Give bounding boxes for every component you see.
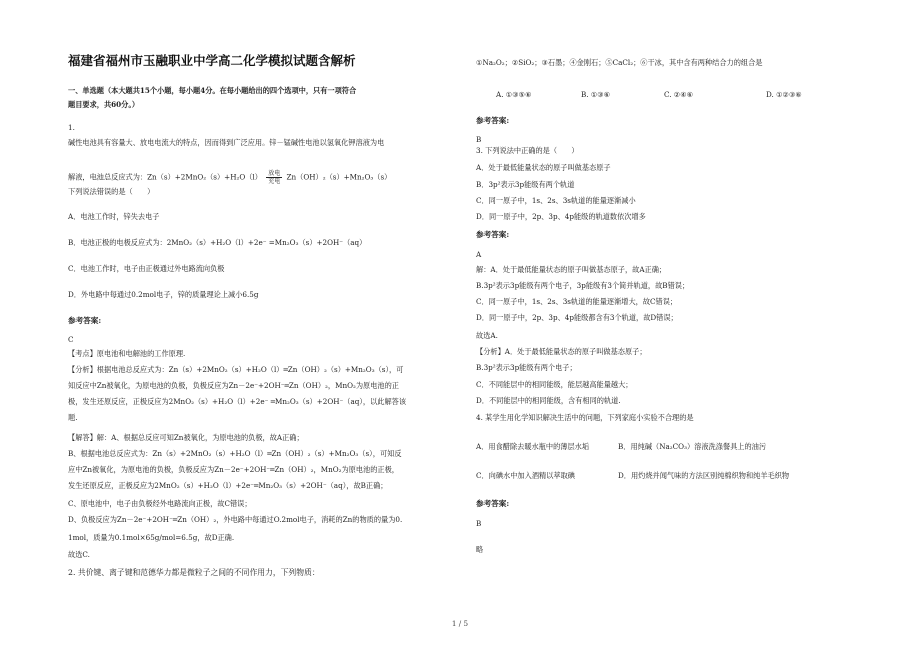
q2-option-d: D. ①②③⑥ bbox=[766, 90, 802, 99]
q3-option-b: B．3p²表示3p能级有两个轨道 bbox=[476, 180, 575, 189]
q1-analysis-line: 应中Zn被氧化，为原电池的负极，负极反应为Zn－2e⁻+2OH⁻═Zn（OH）₂，MnO₂为原电池的正极， bbox=[68, 465, 399, 474]
q1-stem-line2 bbox=[68, 170, 391, 185]
q3-option-c: C．同一原子中，1s、2s、3s轨道的能量逐渐减小 bbox=[476, 196, 636, 205]
q2-option-b: B. ①③⑥ bbox=[581, 90, 611, 99]
q1-answer-label: 参考答案: bbox=[68, 316, 102, 325]
q4-answer: B bbox=[476, 519, 482, 528]
q2-substances: ①Na₂O₂；②SiO₂；③石墨；④金刚石；⑤CaCl₂；⑥干冰，其中含有两种结合力的组合是 bbox=[476, 58, 763, 67]
q2-answer-label: 参考答案: bbox=[476, 116, 510, 125]
q1-analysis-line: 故选C. bbox=[68, 550, 90, 559]
q3-analysis-line: B.3p²表示3p能级有两个电子； bbox=[476, 363, 577, 372]
q3-analysis-line: 解：A．处于最低能量状态的原子叫做基态原子，故A正确； bbox=[476, 265, 667, 274]
q1-analysis-line: 【分析】根据电池总反应式为：Zn（s）+2MnO₂（s）+H₂O（l）═Zn（OH）₂（s）+Mn₂O₃（s），可 bbox=[68, 365, 404, 374]
q1-number: 1. bbox=[68, 123, 75, 132]
q1-analysis-line: C、原电池中，电子由负极经外电路流向正极，故C错误； bbox=[68, 499, 252, 508]
q4-analysis: 略 bbox=[476, 545, 484, 554]
q3-analysis-line: C．同一原子中，1s、2s、3s轨道的能量逐渐增大，故C错误； bbox=[476, 297, 678, 306]
q3-answer-label: 参考答案: bbox=[476, 230, 510, 239]
q2-answer: B bbox=[476, 135, 482, 144]
q1-analysis-line: 题. bbox=[68, 413, 78, 422]
q1-analysis-line: B、根据电池总反应式为：Zn（s）+2MnO₂（s）+H₂O（l）═Zn（OH）₂（s）+Mn₂O₃（s），可知反 bbox=[68, 449, 402, 458]
q1-option-d: D．外电路中每通过0.2mol电子，锌的质量理论上减小6.5g bbox=[68, 290, 259, 299]
q1-analysis-line: 1mol，质量为0.1mol×65g/mol=6.5g，故D正确. bbox=[68, 533, 235, 542]
q4-answer-label: 参考答案: bbox=[476, 499, 510, 508]
section-heading-line2: 题目要求，共60分。） bbox=[68, 100, 140, 109]
reaction-arrow bbox=[266, 170, 282, 185]
q3-answer: A bbox=[476, 250, 482, 259]
q1-analysis-line: 【解答】解：A、根据总反应可知Zn被氧化，为原电池的负极，故A正确； bbox=[68, 433, 304, 442]
q4-option-c: C．向碘水中加入酒精以萃取碘 bbox=[476, 471, 575, 480]
q1-option-b: B．电池正极的电极反应式为：2MnO₂（s）+H₂O（l）+2e⁻ =Mn₂O₃（s）+2OH⁻（aq） bbox=[68, 238, 367, 247]
q3-stem: 3. 下列说法中正确的是（ ） bbox=[476, 146, 579, 155]
q4-option-b: B．用纯碱（Na₂CO₃）溶液洗涤餐具上的油污 bbox=[618, 442, 767, 451]
q3-analysis-line: D．同一原子中，2p、3p、4p能级都含有3个轨道，故D错误； bbox=[476, 313, 678, 322]
arrow-label-discharge: 放电 bbox=[268, 170, 281, 177]
q1-equation-right: Zn（OH）₂（s）+Mn₂O₃（s） bbox=[286, 172, 392, 182]
section-heading-line1: 一、单选题（本大题共15个小题，每小题4分。在每小题给出的四个选项中，只有一项符合 bbox=[68, 86, 357, 95]
q1-analysis-line: 发生还原反应，正极反应为2MnO₂（s）+H₂O（l）+2e⁻═Mn₂O₃（s）+2OH⁻（aq），故B正确； bbox=[68, 481, 388, 490]
q1-analysis-line: 知反应中Zn被氧化，为原电池的负极，负极反应为Zn－2e⁻+2OH⁻═Zn（OH）₂，MnO₂为原电池的正 bbox=[68, 381, 399, 390]
q3-option-a: A．处于最低能量状态的原子叫做基态原子 bbox=[476, 163, 611, 172]
q1-analysis-line: 极，发生还原反应，正极反应为2MnO₂（s）+H₂O（l）+2e⁻ ═Mn₂O₃（s）+2OH⁻（aq），以此解答该 bbox=[68, 397, 407, 406]
q1-analysis-line: D、负极反应为Zn－2e⁻+2OH⁻═Zn（OH）₂，外电路中每通过O.2mol电子，消耗的Zn的物质的量为0. bbox=[68, 515, 403, 524]
page-title: 福建省福州市玉融职业中学高二化学模拟试题含解析 bbox=[68, 53, 356, 68]
q2-option-c: C. ②④⑥ bbox=[664, 90, 694, 99]
q3-analysis-line: C．不同能层中的相同能级，能层越高能量越大； bbox=[476, 380, 633, 389]
q1-equation-left: 解液，电池总反应式为：Zn（s）+2MnO₂（s）+H₂O（l） bbox=[68, 172, 262, 182]
q1-answer: C bbox=[68, 335, 74, 344]
q3-analysis-line: D．不同能层中的相同能级，含有相同的轨道. bbox=[476, 396, 621, 405]
q1-option-a: A．电池工作时，锌失去电子 bbox=[68, 212, 160, 221]
q2-stem: 2. 共价键、离子键和范德华力都是微粒子之间的不同作用力，下列物质： bbox=[68, 568, 320, 577]
q4-stem: 4. 某学生用化学知识解决生活中的问题，下列家庭小实验不合理的是 bbox=[476, 413, 694, 422]
q3-analysis-line: B.3p²表示3p能级有两个电子，3p能级有3个简并轨道，故B错误； bbox=[476, 281, 690, 290]
q3-analysis-line: 【分析】A．处于最低能量状态的原子叫做基态原子； bbox=[476, 347, 647, 356]
page-number: 1 / 5 bbox=[451, 619, 469, 628]
q1-stem-line3: 下列说法错误的是（ ） bbox=[68, 187, 155, 196]
q4-option-d: D．用灼烧并闻气味的方法区别纯棉织物和纯羊毛织物 bbox=[618, 471, 790, 480]
q1-stem-line1: 碱性电池具有容量大、放电电流大的特点，因而得到广泛应用。锌－锰碱性电池以氢氧化钾溶液为电 bbox=[68, 138, 385, 147]
q1-analysis-line: 【考点】原电池和电解池的工作原理. bbox=[68, 349, 186, 358]
q3-analysis-line: 故选A. bbox=[476, 331, 498, 340]
q4-option-a: A．用食醋除去暖水瓶中的薄层水垢 bbox=[476, 442, 590, 451]
q2-option-a: A. ①③⑤⑥ bbox=[496, 90, 532, 99]
arrow-label-charge: 充电 bbox=[268, 178, 281, 185]
q1-option-c: C．电池工作时，电子由正极通过外电路流向负极 bbox=[68, 264, 225, 273]
q3-option-d: D．同一原子中，2p、3p、4p能级的轨道数依次增多 bbox=[476, 212, 646, 221]
